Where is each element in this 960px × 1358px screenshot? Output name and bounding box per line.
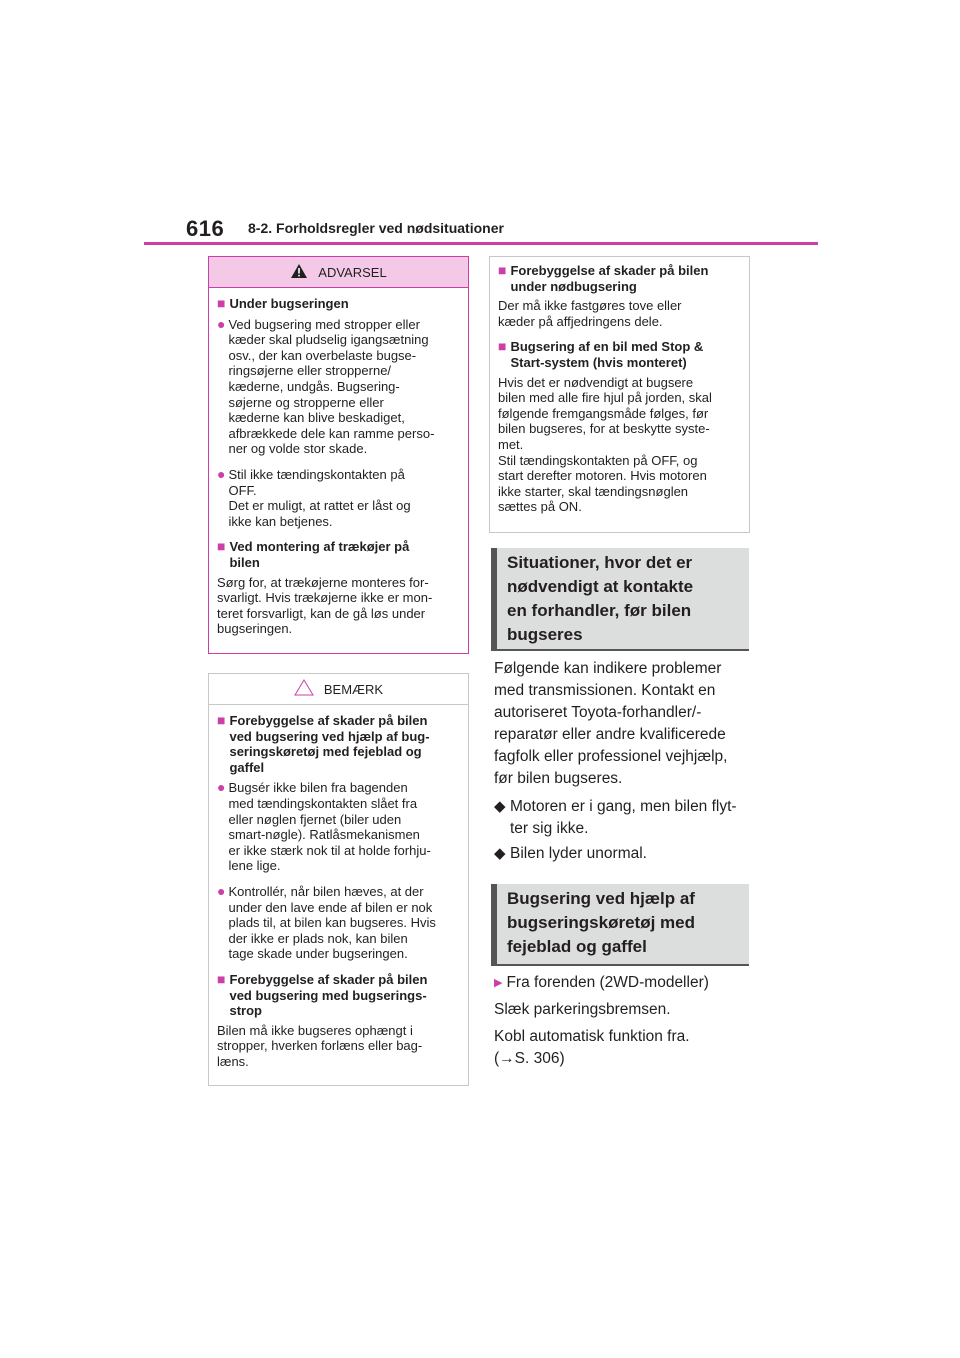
round-bullet-icon: ●	[217, 882, 226, 899]
round-bullet-icon: ●	[217, 465, 226, 482]
warning-bullet-1: Ved bugsering med stropper eller kæder skal pludselig igangsætning osv., der kan overbelaste bugse- ringsøjerne eller stropperne/ kæderne, undgås. Bugsering- søjerne og stropperne eller kæderne kan blive beskadiget, afbrækkede dele kan ramme perso- ner og volde stor skade.	[228, 316, 435, 457]
note-heading-2: Forebyggelse af skader på bilen ved bugsering med bugserings- strop	[229, 971, 428, 1019]
note-box	[208, 673, 469, 1086]
info-heading-1: Forebyggelse af skader på bilen under nødbugsering	[510, 263, 709, 294]
caution-triangle-icon	[294, 679, 314, 699]
square-bullet-icon: ■	[498, 262, 507, 278]
section2-step-2: Kobl automatisk funktion fra.	[494, 1028, 690, 1045]
section1-intro: Følgende kan indikere problemer med transmissionen. Kontakt en autoriseret Toyota-forhandler/- reparatør eller andre kvalificerede fagfolk eller professionel vejhjælp, før bilen bugseres.	[494, 660, 728, 787]
warning-heading-1: Under bugseringen	[229, 296, 349, 311]
section-heading-2: Bugsering ved hjælp af bugseringskøretøj med fejeblad og gaffel	[491, 884, 749, 966]
arrow-right-icon: ▶	[494, 977, 503, 989]
diamond-bullet-icon: ◆	[494, 798, 506, 815]
section1-bullet-1-text: Motoren er i gang, men bilen flyt- ter sig ikke.	[510, 798, 737, 837]
warning-paragraph-2: Sørg for, at trækøjerne monteres for- svarligt. Hvis trækøjerne ikke er mon- teret forsvarligt, kan de gå løs under bugseringen.	[217, 574, 433, 637]
header-rule	[144, 242, 818, 245]
section2-page-reference[interactable]: (→S. 306)	[494, 1050, 565, 1067]
note-bullet-1: Bugsér ikke bilen fra bagenden med tændingskontakten slået fra eller nøglen fjernet (biler uden smart-nøgle). Ratlåsmekanismen er ikke stærk nok til at holde forhju- lene lige.	[228, 780, 431, 874]
warning-triangle-icon	[290, 263, 308, 282]
section2-subheading	[494, 972, 754, 994]
info-paragraph-1: Der må ikke fastgøres tove eller kæder på affjedringens dele.	[498, 298, 682, 329]
section1-bullet-1	[494, 796, 754, 840]
section1-bullet-2-text: Bilen lyder unormal.	[510, 845, 647, 862]
info-box	[489, 256, 750, 533]
section1-bullet-2	[494, 843, 754, 865]
warning-box	[208, 256, 469, 654]
section2-step-1: Slæk parkeringsbremsen.	[494, 1001, 671, 1018]
square-bullet-icon: ■	[217, 295, 226, 311]
diamond-bullet-icon: ◆	[494, 845, 506, 862]
note-heading-1: Forebyggelse af skader på bilen ved bugsering ved hjælp af bug- seringskøretøj med fejeblad og gaffel	[229, 713, 430, 775]
note-bullet-2: Kontrollér, når bilen hæves, at der under den lave ende af bilen er nok plads til, at bilen kan bugseres. Hvis der ikke er plads nok, kan bilen tage skade under bugseringen.	[228, 883, 436, 962]
info-paragraph-2: Hvis det er nødvendigt at bugsere bilen med alle fire hjul på jorden, skal følgende fremgangsmåde følges, før bilen bugseres, for at beskytte syste- met. Stil tændingskontakten på OFF, og start derefter motoren. Hvis motoren ikke starter, skal tændingsnøglen sættes på ON.	[498, 374, 712, 515]
round-bullet-icon: ●	[217, 315, 226, 332]
note-title: BEMÆRK	[323, 681, 384, 697]
warning-header	[209, 257, 468, 288]
square-bullet-icon: ■	[217, 970, 226, 987]
square-bullet-icon: ■	[498, 338, 507, 355]
warning-heading-2: Ved montering af trækøjer på bilen	[229, 539, 410, 570]
section-title: 8-2. Forholdsregler ved nødsituationer	[248, 220, 504, 236]
warning-bullet-2: Stil ikke tændingskontakten på OFF. Det er muligt, at rattet er låst og ikke kan betjenes.	[228, 466, 411, 529]
square-bullet-icon: ■	[217, 538, 226, 555]
section2-subheading-text: Fra forenden (2WD-modeller)	[506, 974, 709, 991]
section-heading-1: Situationer, hvor det er nødvendigt at kontakte en forhandler, før bilen bugseres	[491, 548, 749, 651]
warning-title: ADVARSEL	[318, 264, 387, 280]
round-bullet-icon: ●	[217, 779, 226, 796]
square-bullet-icon: ■	[217, 712, 226, 728]
note-header	[209, 674, 468, 705]
note-paragraph-2: Bilen må ikke bugseres ophængt i stropper, hverken forlæns eller bag- læns.	[217, 1022, 423, 1069]
info-heading-2: Bugsering af en bil med Stop & Start-system (hvis monteret)	[510, 339, 704, 370]
page-number: 616	[186, 216, 225, 241]
